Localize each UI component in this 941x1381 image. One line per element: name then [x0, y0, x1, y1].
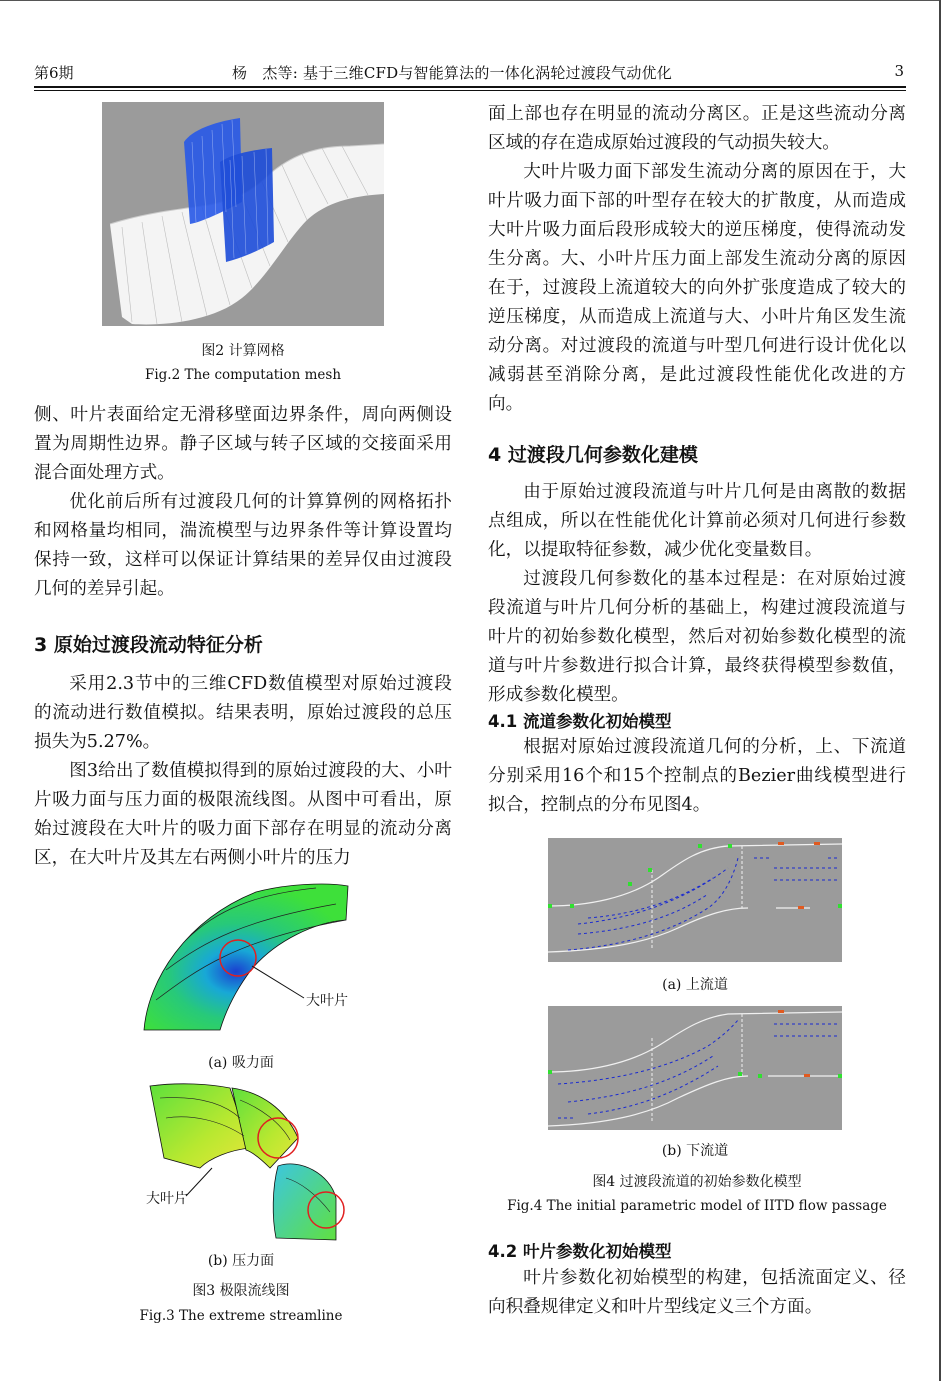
fig4a-subcaption: (a) 上流道	[662, 977, 728, 993]
right-paragraph-3	[488, 733, 906, 820]
section-4-heading: 4 过渡段几何参数化建模	[488, 444, 698, 466]
fig3b-label-big-blade: 大叶片	[146, 1191, 188, 1207]
header-page-number: 3	[894, 62, 904, 80]
fig3-caption-cn: 图3 极限流线图	[192, 1283, 290, 1299]
left-paragraph-2	[34, 670, 452, 873]
fig4a-upper-passage-image	[548, 838, 842, 962]
fig4b-subcaption: (b) 下流道	[661, 1143, 729, 1159]
right-paragraph-4	[488, 1264, 906, 1322]
left-para-boundary: 侧、叶片表面给定无滑移壁面边界条件，周向两侧设置为周期性边界。静子区域与转子区域的交接面采用混合面处理方式。	[34, 405, 452, 483]
subsection-4-1-heading: 4.1 流道参数化初始模型	[488, 712, 672, 731]
fig4b-lower-passage-image	[548, 1006, 842, 1130]
fig2-caption-cn: 图2 计算网格	[201, 343, 285, 359]
header-rule	[34, 86, 906, 88]
fig3b-pressure-image	[140, 1078, 350, 1248]
fig4-caption-en: Fig.4 The initial parametric model of IITD flow passage	[507, 1198, 887, 1214]
fig3a-suction-image	[126, 880, 366, 1040]
subsection-4-2-heading: 4.2 叶片参数化初始模型	[488, 1242, 672, 1261]
fig4-caption-cn: 图4 过渡段流道的初始参数化模型	[592, 1174, 802, 1190]
page-top-border	[0, 0, 941, 1]
header-rule-thin	[34, 90, 906, 91]
right-para-bezier: 根据对原始过渡段流道几何的分析，上、下流道分别采用16个和15个控制点的Bezier曲线模型进行拟合，控制点的分布见图4。	[488, 737, 906, 815]
right-para-discrete-data: 由于原始过渡段流道与叶片几何是由离散的数据点组成，所以在性能优化计算前必须对几何进行参数化，以提取特征参数，减少优化变量数目。	[488, 482, 906, 560]
right-para-process: 过渡段几何参数化的基本过程是：在对原始过渡段流道与叶片几何分析的基础上，构建过渡段流道与叶片的初始参数化模型，然后对初始参数化模型的流道与叶片参数进行拟合计算，最终获得模型参数值，形成参数化模型。	[488, 569, 906, 705]
left-paragraph-1	[34, 401, 452, 604]
fig2-caption-en: Fig.2 The computation mesh	[144, 367, 342, 383]
fig3a-subcaption: (a) 吸力面	[208, 1055, 274, 1071]
fig3b-subcaption: (b) 压力面	[207, 1253, 275, 1269]
right-para-separation: 面上部也存在明显的流动分离区。正是这些流动分离区域的存在造成原始过渡段的气动损失较大。	[488, 104, 906, 153]
header-issue: 第6期	[34, 64, 74, 82]
fig2-mesh-image	[102, 102, 384, 326]
right-paragraph-1	[488, 100, 906, 419]
left-para-mesh-topology: 优化前后所有过渡段几何的计算算例的网格拓扑和网格量均相同，湍流模型与边界条件等计算设置均保持一致，这样可以保证计算结果的差异仅由过渡段几何的差异引起。	[34, 492, 452, 599]
section-3-heading: 3 原始过渡段流动特征分析	[34, 634, 263, 656]
right-para-reason: 大叶片吸力面下部发生流动分离的原因在于，大叶片吸力面下部的叶型存在较大的扩散度，从而造成大叶片吸力面后段形成较大的逆压梯度，使得流动发生分离。大、小叶片压力面上部发生流动分离的原因在于，过渡段上流道较大的向外扩张度造成了较大的逆压梯度，从而造成上流道与大、小叶片角区发生流动分离。对过渡段的流道与叶型几何进行设计优化以减弱甚至消除分离，是此过渡段性能优化改进的方向。	[488, 162, 906, 414]
left-para-fig3-desc: 图3给出了数值模拟得到的原始过渡段的大、小叶片吸力面与压力面的极限流线图。从图中可看出，原始过渡段在大叶片的吸力面下部存在明显的流动分离区，在大叶片及其左右两侧小叶片的压力	[34, 761, 452, 868]
fig3-caption-en: Fig.3 The extreme streamline	[139, 1308, 343, 1324]
fig3a-label-big-blade: 大叶片	[306, 993, 348, 1009]
right-para-blade-model: 叶片参数化初始模型的构建，包括流面定义、径向积叠规律定义和叶片型线定义三个方面。	[488, 1268, 906, 1317]
header-title: 杨 杰等: 基于三维CFD与智能算法的一体化涡轮过渡段气动优化	[232, 64, 672, 82]
left-para-simulation: 采用2.3节中的三维CFD数值模型对原始过渡段的流动进行数值模拟。结果表明，原始过渡段的总压损失为5.27%。	[34, 674, 452, 752]
right-paragraph-2	[488, 478, 906, 710]
